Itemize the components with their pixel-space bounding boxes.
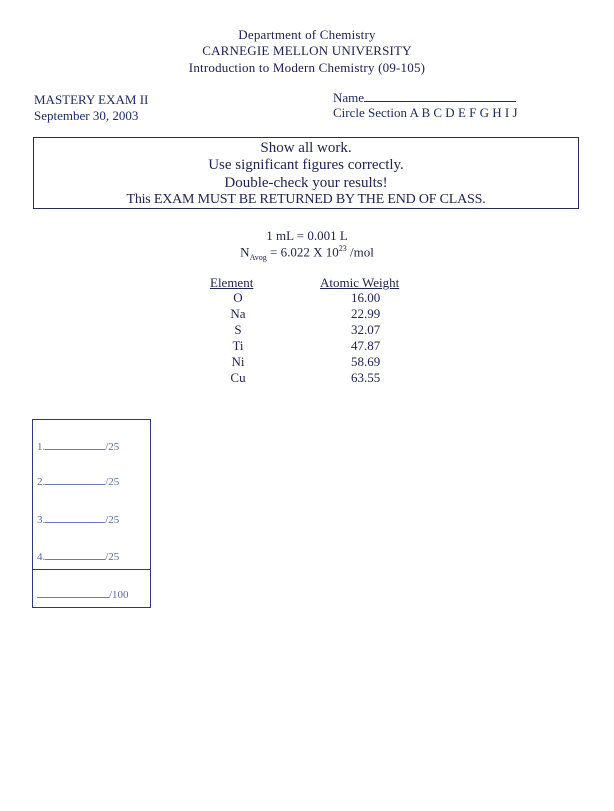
score-row: [37, 550, 119, 563]
score-entry-line[interactable]: [45, 440, 105, 450]
instructions-box: [33, 137, 579, 209]
atomic-weight-value: 22.99: [351, 306, 381, 321]
instruction-line-warning: This EXAM MUST BE RETURNED BY THE END OF CLASS.: [126, 192, 486, 207]
avogadro-constant: [0, 244, 614, 262]
volume-conversion: 1 mL = 0.001 L: [266, 228, 348, 243]
element-symbol: Na: [230, 306, 246, 321]
question-max: /25: [105, 551, 120, 563]
atomic-weight-value: 32.07: [351, 322, 381, 337]
question-max: /25: [105, 441, 120, 453]
score-row: [37, 440, 119, 453]
university-heading: CARNEGIE MELLON UNIVERSITY: [202, 43, 412, 58]
name-label: Name: [333, 90, 365, 105]
question-max: /25: [105, 476, 120, 488]
atomic-weight-value: 63.55: [351, 370, 381, 385]
instruction-line: Double-check your results!: [224, 175, 388, 191]
name-input-line[interactable]: [364, 90, 516, 102]
avogadro-value: = 6.022 X 10: [270, 244, 339, 260]
question-number: 3.: [37, 514, 46, 526]
question-number: 2.: [37, 476, 46, 488]
element-column-header: Element: [210, 275, 254, 290]
exam-date: September 30, 2003: [34, 108, 139, 123]
element-symbol: O: [233, 290, 243, 305]
instruction-line: Use significant figures correctly.: [208, 157, 404, 173]
avogadro-exponent: 23: [338, 244, 347, 253]
section-label: Circle Section A B C D E F G H I J: [333, 105, 518, 120]
score-divider: [33, 569, 150, 570]
question-max: /25: [105, 514, 120, 526]
avogadro-symbol: N: [240, 244, 250, 260]
avogadro-subscript: Avog: [249, 252, 267, 262]
element-symbol: Cu: [230, 370, 246, 385]
element-symbol: Ni: [231, 354, 245, 369]
score-row: [37, 513, 119, 526]
avogadro-unit: /mol: [349, 244, 374, 260]
name-field-row: [333, 90, 516, 106]
atomic-weight-value: 47.87: [351, 338, 381, 353]
total-score-entry-line[interactable]: [37, 588, 109, 598]
score-entry-line[interactable]: [45, 513, 105, 523]
department-heading: Department of Chemistry: [238, 27, 376, 42]
total-score-row: [37, 588, 129, 601]
course-heading: Introduction to Modern Chemistry (09-105): [188, 60, 426, 75]
atomic-weight-value: 58.69: [351, 354, 381, 369]
score-row: [37, 475, 119, 488]
total-max: /100: [109, 589, 129, 601]
score-box: [32, 419, 151, 608]
score-entry-line[interactable]: [45, 475, 105, 485]
atomic-weight-value: 16.00: [351, 290, 381, 305]
instruction-line: Show all work.: [260, 140, 352, 156]
element-symbol: Ti: [232, 338, 244, 353]
score-entry-line[interactable]: [45, 550, 105, 560]
atomic-weight-column-header: Atomic Weight: [320, 275, 400, 290]
element-symbol: S: [234, 322, 242, 337]
question-number: 4.: [37, 551, 46, 563]
exam-title: MASTERY EXAM II: [34, 92, 149, 107]
question-number: 1.: [37, 441, 46, 453]
